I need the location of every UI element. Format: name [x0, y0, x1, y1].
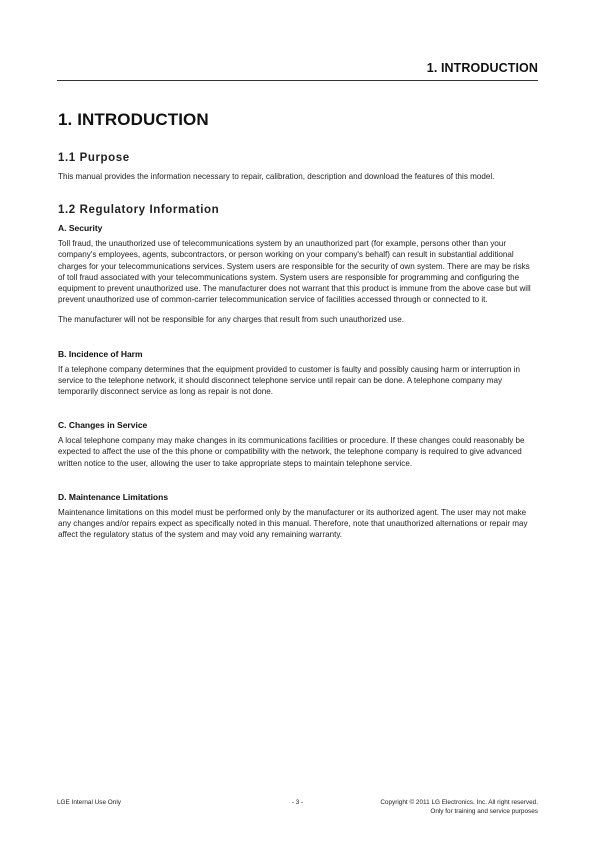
page-content [58, 110, 534, 549]
subheading-security: A. Security [58, 223, 103, 234]
purpose-paragraph: This manual provides the information necessary to repair, calibration, description and download the features of this model. [58, 172, 495, 181]
maintenance-paragraph: Maintenance limitations on this model must be performed only by the manufacturer or its authorized agent. The user may not make any changes and/or repairs expect as specifically noted in this manual. Therefore, note that unauthorized alternations or repair may affect the regulatory status of the system and may void any remaining warranty. [58, 507, 528, 540]
usage-notice: Only for training and service purposes [430, 808, 538, 815]
footer-internal-label: LGE Internal Use Only [57, 799, 121, 806]
header-divider [57, 80, 538, 81]
security-paragraph-2: The manufacturer will not be responsible for any charges that result from such unauthorized use. [58, 315, 404, 325]
harm-paragraph: If a telephone company determines that the equipment provided to customer is faulty and possibly causing harm or interruption in service to the telephone network, it should disconnect telephone service until repair can be done. A telephone company may temporarily disconnect service as long as repair is not done. [58, 364, 521, 397]
spacer [58, 478, 534, 492]
subheading-changes: C. Changes in Service [58, 420, 148, 431]
copyright-text: Copyright © 2011 LG Electronics. Inc. All right reserved. [380, 799, 538, 806]
section-heading-regulatory: 1.2 Regulatory Information [58, 204, 220, 217]
changes-paragraph: A local telephone company may make changes in its communications facilities or procedure. If these changes could reasonably be expected to affect the use of the this phone or compatibility with the network, the telephone company is required to give advanced written notice to the user, allowing the user to take appropriate steps to maintain telephone service. [58, 436, 525, 468]
spacer [58, 335, 534, 349]
section-heading-purpose: 1.1 Purpose [58, 152, 130, 164]
page-title: 1. INTRODUCTION [58, 110, 209, 129]
running-header: 1. INTRODUCTION [426, 61, 538, 75]
security-paragraph-1: Toll fraud, the unauthorized use of telecommunications system by an unauthorized part (for example, persons other than your company's employees, agents, subcontractors, or person working on your company's behalf) can result in substantial additional charges for your telecommunications services. System users are responsible for the security of own system. There are may be risks of toll fraud associated with your telecommunications system. System users are responsible for programming and configuring the equipment to prevent unauthorized use. The manufacturer does not warrant that this product is immune from the above case but will prevent unauthorized use of common-carrier telecommunication service of facilities accessed through or connected to it. [58, 239, 531, 305]
spacer [58, 191, 534, 204]
subheading-harm: B. Incidence of Harm [58, 348, 143, 359]
spacer [58, 406, 534, 420]
page-number: - 3 - [291, 799, 304, 806]
subheading-maintenance: D. Maintenance Limitations [58, 491, 169, 502]
footer-copyright-block [380, 798, 538, 816]
